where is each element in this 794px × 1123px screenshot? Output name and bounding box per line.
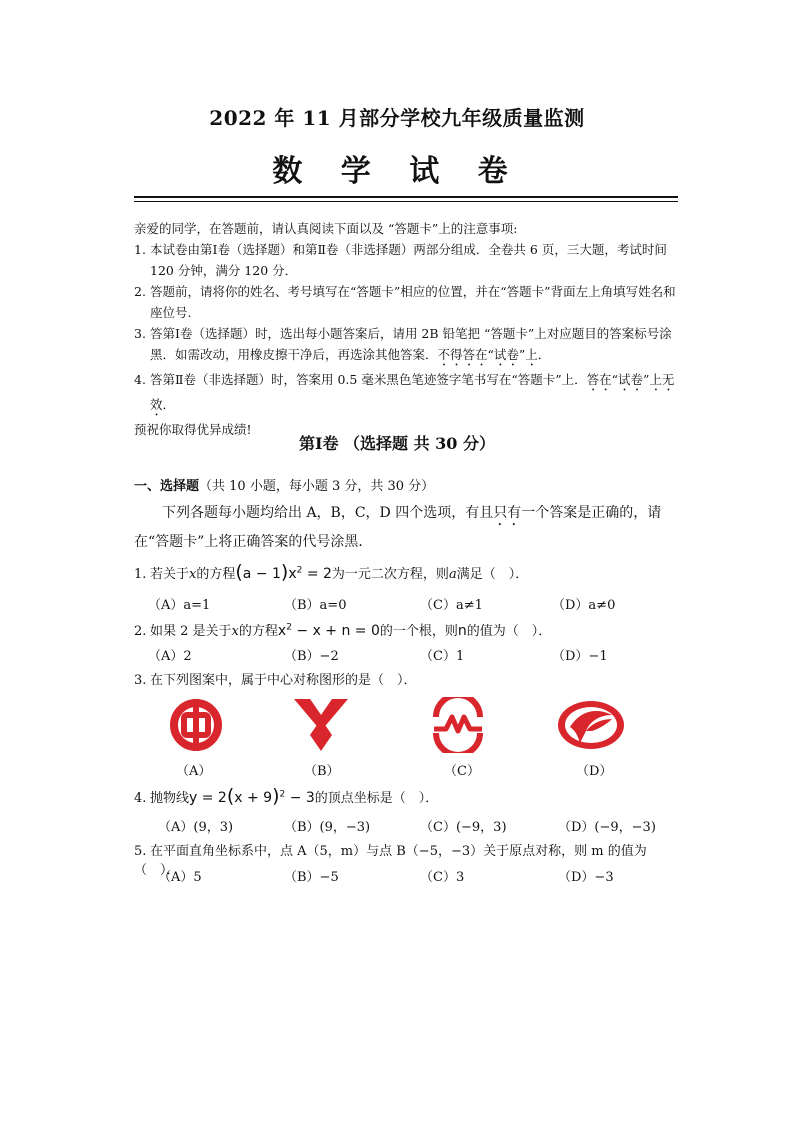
question-num: 3.	[134, 673, 147, 688]
notice-item-num: 3.	[134, 326, 146, 341]
question-2	[134, 620, 682, 639]
notice-item	[134, 323, 682, 369]
option-d[interactable]: （D）−1	[552, 649, 608, 664]
question-text: 的值为（ ）．	[466, 624, 552, 639]
option-a[interactable]: （A）a=1	[148, 598, 211, 613]
notice-item-text: 本试卷由第Ⅰ卷（选择题）和第Ⅱ卷（非选择题）两部分组成．全卷共 6 页，三大题，考试时间 120 分钟，满分 120 分．	[150, 242, 667, 278]
section-title: 第Ⅰ卷 （选择题 共 30 分）	[298, 434, 496, 453]
intro-emphasis: 只有	[493, 505, 522, 521]
notice-item-text: 答题前，请将你的姓名、考号填写在“答题卡”相应的位置，并在“答题卡”背面左上角填写姓名和座位号.	[150, 284, 676, 320]
question-3	[134, 669, 682, 688]
logo-caption-c[interactable]: （C）	[444, 764, 480, 779]
exam-title: 2022 年 11 月部分学校九年级质量监测	[209, 106, 585, 130]
intro-text: 一个答案是正确的，请在“答题卡”上将正确答案的代号涂黑．	[134, 505, 662, 550]
option-d[interactable]: （D）a≠0	[552, 598, 616, 613]
option-a[interactable]: （A）5	[158, 870, 202, 885]
notice-item-text: ．	[162, 397, 176, 412]
question-num: 5.	[134, 844, 147, 859]
question-text: 在下列图案中，属于中心对称图形的是（ ）．	[150, 673, 417, 688]
question-text: 的顶点坐标是（ ）．	[314, 791, 439, 806]
notice-emphasis: 不得答在“试卷”上	[437, 347, 538, 362]
question-text: 为一元二次方程，则	[331, 567, 449, 582]
notice-item	[134, 239, 682, 281]
bank-of-china-logo-icon[interactable]	[166, 697, 226, 753]
notice-item	[134, 369, 682, 419]
question-text: 满足（ ）．	[456, 567, 529, 582]
option-b[interactable]: （B）−2	[284, 649, 339, 664]
option-c[interactable]: （C）(−9，3)	[420, 820, 507, 835]
equation-2: $x^2 - x + n = 0$	[277, 622, 380, 639]
question-text: 的一个根，则	[379, 624, 458, 639]
title-rule-thin	[134, 201, 678, 202]
equation-1: $(a - 1)x^2 = 2$	[235, 561, 332, 583]
question-text: 抛物线	[150, 791, 190, 806]
title-rule-thick	[134, 196, 678, 198]
notice-closing: 预祝你取得优异成绩!	[134, 422, 252, 437]
option-d[interactable]: （D）−3	[558, 870, 614, 885]
notice-item-num: 2.	[134, 284, 146, 299]
intro-text: 下列各题每小题均给出 A，B，C，D 四个选项，有且	[162, 505, 494, 521]
option-d[interactable]: （D）(−9，−3)	[558, 820, 656, 835]
option-b[interactable]: （B）a=0	[284, 598, 347, 613]
var-n: n	[457, 623, 467, 639]
notice-block	[134, 218, 682, 440]
question-text: 在平面直角坐标系中，点 A（5，m）与点 B（−5，−3）关于原点对称，则 m 的值为（ ）．	[134, 844, 647, 878]
logo-caption-a[interactable]: （A）	[176, 764, 212, 779]
notice-emphasis: 答在“试卷”上无效	[150, 372, 675, 412]
option-a[interactable]: （A）(9，3)	[158, 820, 234, 835]
notice-item-num: 4.	[134, 372, 146, 387]
car-brand-logo-icon[interactable]	[556, 697, 626, 753]
question-text: 若关于	[150, 567, 190, 582]
notice-lead: 亲爱的同学，在答题前，请认真阅读下面以及 “答题卡”上的注意事项:	[134, 221, 518, 236]
option-a[interactable]: （A）2	[148, 649, 192, 664]
notice-item-num: 1.	[134, 242, 146, 257]
equation-4: $y = 2(x + 9)^2 - 3$	[189, 785, 315, 807]
question-num: 2.	[134, 624, 147, 639]
question-4	[134, 785, 682, 807]
var-a: a	[448, 567, 457, 582]
option-b[interactable]: （B）−5	[284, 870, 339, 885]
option-c[interactable]: （C）a≠1	[420, 598, 483, 613]
question-1	[134, 561, 682, 583]
logo-caption-b[interactable]: （B）	[304, 764, 340, 779]
option-c[interactable]: （C）3	[420, 870, 465, 885]
question-num: 1.	[134, 567, 147, 582]
option-b[interactable]: （B）(9，−3)	[284, 820, 371, 835]
notice-item-text: ．	[537, 347, 551, 362]
question-text: 的方程	[238, 624, 278, 639]
var-x: x	[231, 624, 239, 639]
part-intro	[134, 500, 682, 556]
question-text: 的方程	[196, 567, 236, 582]
question-num: 4.	[134, 791, 147, 806]
option-c[interactable]: （C）1	[420, 649, 465, 664]
exam-subtitle: 数 学 试 卷	[272, 154, 522, 189]
notice-item	[134, 281, 682, 323]
var-x: x	[189, 567, 197, 582]
metro-m-logo-icon[interactable]	[428, 697, 488, 753]
notice-item-text: 答第Ⅰ卷（选择题）时，选出每小题答案后，请用 2B 铅笔把 “答题卡”上对应题目的答案标号涂黑．如需改动，用橡皮擦干净后，再选涂其他答案．	[150, 326, 672, 362]
part-label: 一、选择题	[134, 479, 200, 494]
part-heading	[134, 475, 682, 494]
red-chevron-logo-icon[interactable]	[292, 697, 350, 753]
notice-item-text: 答第Ⅱ卷（非选择题）时，答案用 0.5 毫米黑色笔迹签字笔书写在“答题卡”上．	[150, 372, 587, 387]
question-text: 如果 2 是关于	[150, 624, 232, 639]
logo-caption-d[interactable]: （D）	[576, 764, 613, 779]
part-meta: （共 10 小题，每小题 3 分，共 30 分）	[199, 479, 435, 494]
